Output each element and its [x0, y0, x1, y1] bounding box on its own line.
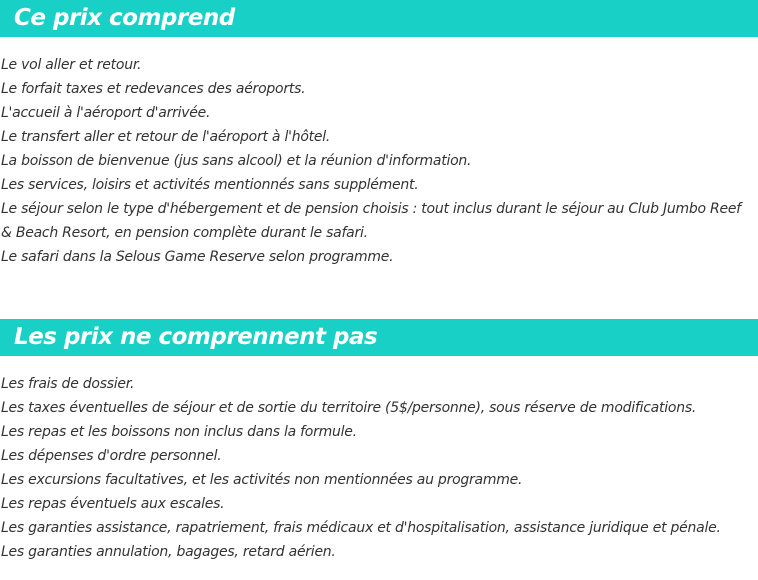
- included-list: [0, 37, 758, 269]
- list-item: Les taxes éventuelles de séjour et de sortie du territoire (5$/personne), sous réserve de modifications.: [1, 400, 697, 416]
- list-item: Le forfait taxes et redevances des aéroports.: [1, 81, 306, 97]
- excluded-list: [0, 356, 758, 564]
- list-item: La boisson de bienvenue (jus sans alcool) et la réunion d'information.: [1, 153, 472, 169]
- included-section-title: Ce prix comprend: [0, 0, 758, 37]
- list-item: Les repas éventuels aux escales.: [1, 496, 225, 512]
- list-item: Le safari dans la Selous Game Reserve selon programme.: [1, 249, 394, 265]
- list-item: Les frais de dossier.: [1, 376, 135, 392]
- excluded-section-title: Les prix ne comprennent pas: [0, 319, 758, 356]
- included-section: [0, 0, 758, 269]
- list-item: Les garanties annulation, bagages, retard aérien.: [1, 544, 336, 560]
- list-item: Les garanties assistance, rapatriement, frais médicaux et d'hospitalisation, assistance juridique et pénale.: [1, 520, 721, 536]
- list-item: Le séjour selon le type d'hébergement et de pension choisis : tout inclus durant le séjour au Club Jumbo Reef & Beach Resort, en pension complète durant le safari.: [1, 201, 741, 241]
- list-item: Les repas et les boissons non inclus dans la formule.: [1, 424, 357, 440]
- list-item: Le transfert aller et retour de l'aéroport à l'hôtel.: [1, 129, 331, 145]
- list-item: Les services, loisirs et activités mentionnés sans supplément.: [1, 177, 419, 193]
- excluded-section: [0, 319, 758, 564]
- list-item: Le vol aller et retour.: [1, 57, 142, 73]
- list-item: Les dépenses d'ordre personnel.: [1, 448, 222, 464]
- list-item: L'accueil à l'aéroport d'arrivée.: [1, 105, 211, 121]
- list-item: Les excursions facultatives, et les activités non mentionnées au programme.: [1, 472, 523, 488]
